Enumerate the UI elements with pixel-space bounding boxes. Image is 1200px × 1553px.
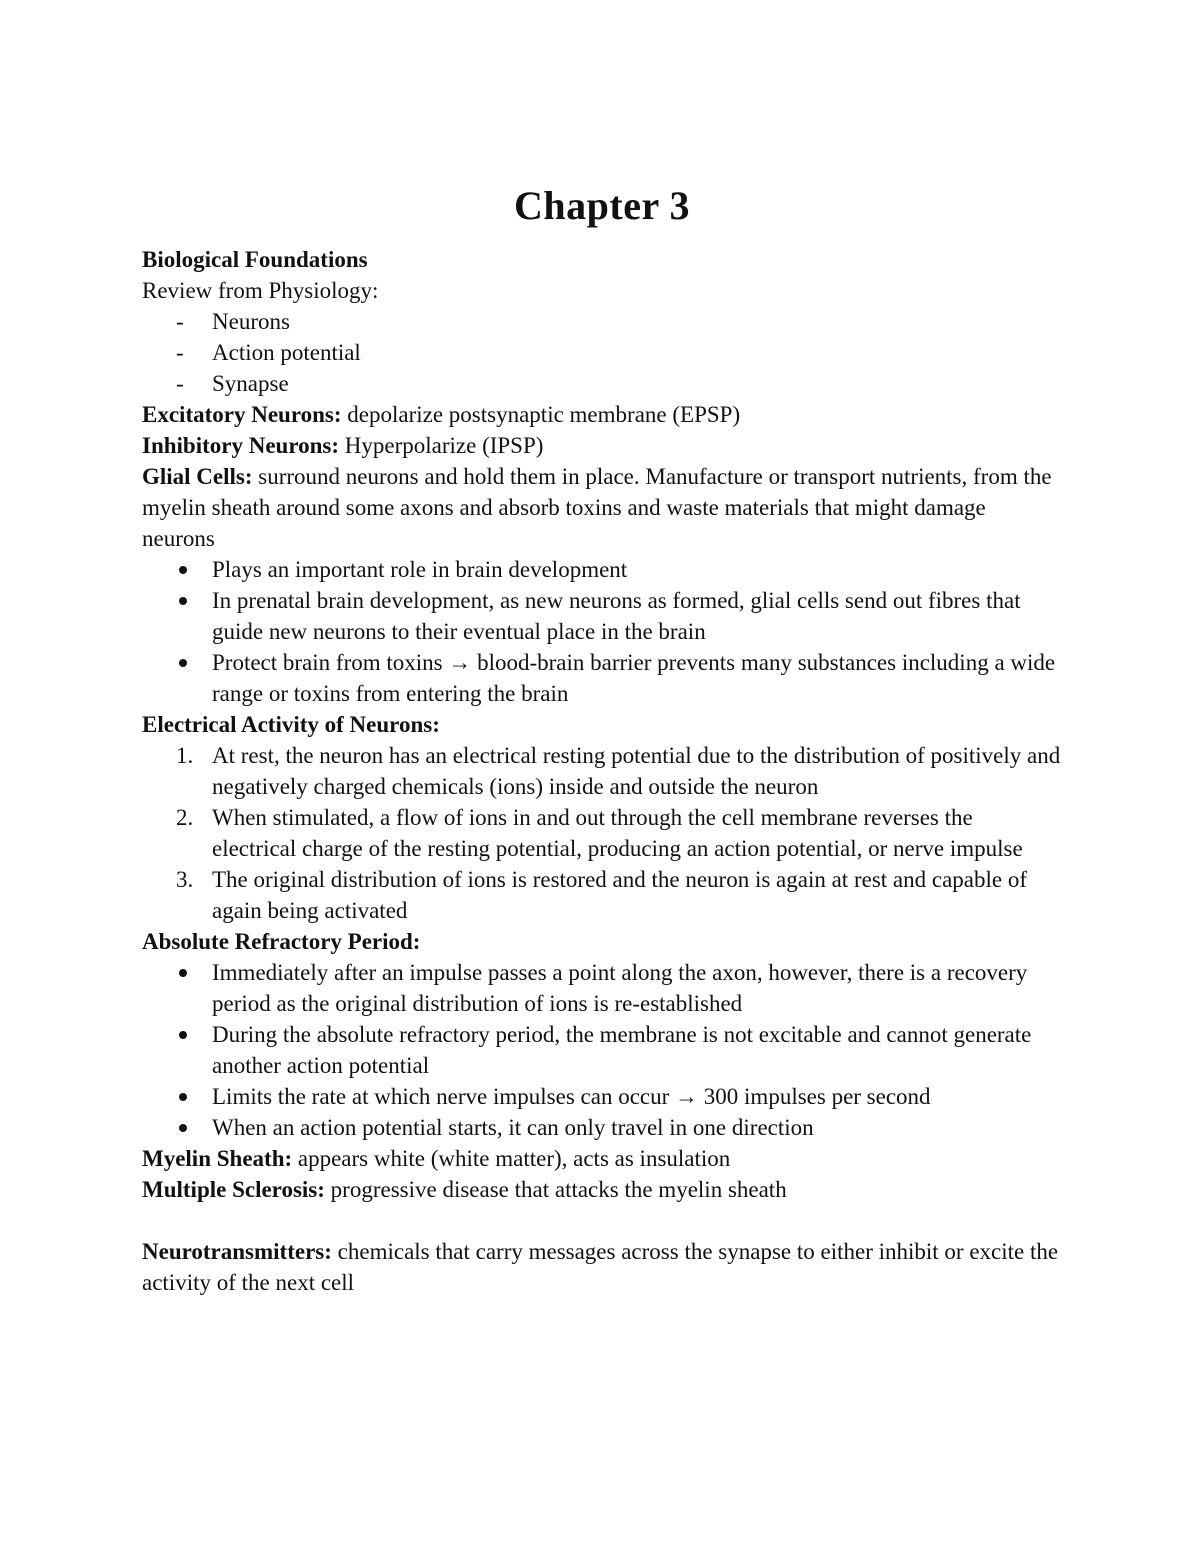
refractory-bullets (142, 957, 1062, 1143)
definition: chemicals that carry messages across the synapse to either inhibit or excite the activity of the next cell (142, 1239, 1059, 1295)
list-item: Limits the rate at which nerve impulses can occur → 300 impulses per second (142, 1081, 1062, 1112)
list-item: When an action potential starts, it can only travel in one direction (142, 1112, 1062, 1143)
list-item: 3. The original distribution of ions is restored and the neuron is again at rest and capable of again being activated (142, 864, 1062, 926)
section-heading: Biological Foundations (142, 247, 368, 272)
term: Glial Cells: (142, 464, 253, 489)
definition: depolarize postsynaptic membrane (EPSP) (341, 402, 741, 427)
definition: appears white (white matter), acts as insulation (292, 1146, 731, 1171)
page-title: Chapter 3 (514, 183, 690, 228)
glial-definition (142, 461, 1062, 554)
list-item: - Neurons (142, 306, 1062, 337)
list-item: In prenatal brain development, as new neurons as formed, glial cells send out fibres that guide new neurons to their eventual place in the brain (142, 585, 1062, 647)
bullet-marker (179, 1124, 187, 1132)
glial-bullets (142, 554, 1062, 709)
term: Excitatory Neurons: (142, 402, 342, 427)
dash-marker: - (176, 371, 184, 396)
bullet-marker (179, 969, 187, 977)
definition: progressive disease that attacks the myelin sheath (324, 1177, 787, 1202)
dash-marker: - (176, 340, 184, 365)
list-item: - Synapse (142, 368, 1062, 399)
term: Multiple Sclerosis: (142, 1177, 325, 1202)
list-item: Immediately after an impulse passes a point along the axon, however, there is a recovery period as the original distribution of ions is re-established (142, 957, 1062, 1019)
dash-marker: - (176, 309, 184, 334)
ms-definition (142, 1174, 1062, 1205)
myelin-definition (142, 1143, 1062, 1174)
inhibitory-definition (142, 430, 1062, 461)
list-item: - Action potential (142, 337, 1062, 368)
electrical-heading: Electrical Activity of Neurons: (142, 712, 440, 737)
list-item: 2. When stimulated, a flow of ions in and out through the cell membrane reverses the electrical charge of the resting potential, producing an action potential, or nerve impulse (142, 802, 1062, 864)
term: Inhibitory Neurons: (142, 433, 340, 458)
bullet-marker (179, 1093, 187, 1101)
blank-line (142, 1205, 1062, 1236)
electrical-steps (142, 740, 1062, 926)
definition: Hyperpolarize (IPSP) (339, 433, 544, 458)
review-list (142, 306, 1062, 399)
refractory-heading: Absolute Refractory Period: (142, 929, 421, 954)
bullet-marker (179, 597, 187, 605)
term: Myelin Sheath: (142, 1146, 293, 1171)
list-item: During the absolute refractory period, the membrane is not excitable and cannot generate another action potential (142, 1019, 1062, 1081)
list-item: Protect brain from toxins → blood-brain barrier prevents many substances including a wide range or toxins from entering the brain (142, 647, 1062, 709)
number-marker: 1. (176, 743, 194, 768)
term: Neurotransmitters: (142, 1239, 332, 1264)
list-item: 1. At rest, the neuron has an electrical resting potential due to the distribution of positively and negatively charged chemicals (ions) inside and outside the neuron (142, 740, 1062, 802)
bullet-marker (179, 659, 187, 667)
definition: surround neurons and hold them in place. Manufacture or transport nutrients, from the myelin sheath around some axons and absorb toxins and waste materials that might damage neurons (142, 464, 1052, 551)
document-page (142, 176, 1062, 1298)
number-marker: 2. (176, 805, 194, 830)
bullet-marker (179, 566, 187, 574)
number-marker: 3. (176, 867, 194, 892)
excitatory-definition (142, 399, 1062, 430)
neurotransmitters-definition (142, 1236, 1062, 1298)
review-intro: Review from Physiology: (142, 278, 379, 303)
list-item: Plays an important role in brain development (142, 554, 1062, 585)
bullet-marker (179, 1031, 187, 1039)
